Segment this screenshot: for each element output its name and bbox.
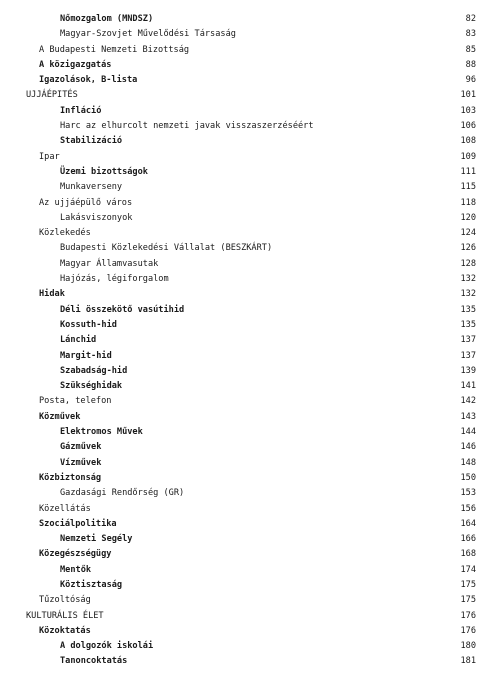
toc-entry-page-number: 135 [460, 319, 476, 330]
toc-entry-page-number: 101 [460, 90, 476, 101]
toc-entry-title: Nemzeti Segély [60, 534, 133, 545]
toc-entry-title: Lánchid [60, 335, 97, 346]
toc-entry-page-number: 175 [460, 595, 476, 606]
toc-entry [0, 58, 500, 73]
toc-entry [0, 654, 500, 669]
toc-entry-title: Szükséghidak [60, 381, 123, 392]
toc-entry-title: Nőmozgalom (MNDSZ) [60, 14, 154, 24]
toc-entry [0, 410, 500, 425]
toc-entry [0, 119, 500, 134]
toc-entry-title: A közigazgatás [39, 59, 112, 70]
toc-entry-page-number: 120 [460, 212, 476, 223]
toc-entry-page-number: 164 [460, 518, 476, 529]
toc-entry-page-number: 146 [460, 442, 476, 453]
toc-entry-title: Stabilizáció [60, 136, 123, 147]
toc-entry-page-number: 137 [460, 335, 476, 346]
toc-entry-title: Az ujjáépülő város [39, 197, 133, 208]
toc-entry-title: Budapesti Közlekedési Vállalat (BESZKÁRT) [60, 243, 273, 254]
toc-entry [0, 440, 500, 455]
toc-entry-page-number: 109 [460, 151, 476, 162]
toc-entry-page-number: 174 [460, 564, 476, 575]
toc-entry-title: Lakásviszonyok [60, 212, 133, 223]
toc-entry-title: UJJÁÉPITÉS [26, 90, 78, 101]
toc-entry-title: Déli összekötő vasútihid [60, 304, 185, 315]
toc-entry-page-number: 132 [460, 289, 476, 300]
toc-entry-title: Üzemi bizottságok [60, 166, 148, 177]
toc-entry [0, 180, 500, 195]
toc-entry [0, 226, 500, 241]
toc-entry [0, 547, 500, 562]
toc-entry [0, 272, 500, 287]
toc-entry-page-number: 82 [465, 14, 476, 24]
toc-entry [0, 578, 500, 593]
toc-entry-page-number: 85 [465, 44, 476, 55]
toc-entry-page-number: 132 [460, 274, 476, 285]
toc-entry [0, 364, 500, 379]
toc-entry-title: Elektromos Művek [60, 427, 143, 438]
toc-entry-page-number: 181 [460, 656, 476, 667]
toc-entry-title: Ipar [39, 151, 60, 162]
toc-entry-page-number: 106 [460, 121, 476, 132]
toc-entry [0, 486, 500, 501]
toc-entry-page-number: 153 [460, 488, 476, 499]
toc-entry [0, 593, 500, 608]
toc-entry-page-number: 156 [460, 503, 476, 514]
toc-entry-title: Közellátás [39, 503, 91, 514]
toc-entry-title: Munkaverseny [60, 182, 123, 193]
toc-entry-title: Hidak [39, 289, 65, 300]
toc-entry-page-number: 150 [460, 472, 476, 483]
toc-entry-title: A dolgozók iskolái [60, 641, 154, 652]
toc-entry [0, 456, 500, 471]
toc-entry-page-number: 176 [460, 610, 476, 621]
toc-entry [0, 394, 500, 409]
toc-entry-page-number: 144 [460, 427, 476, 438]
toc-entry [0, 425, 500, 440]
toc-entry-title: Mentők [60, 564, 92, 575]
toc-entry [0, 303, 500, 318]
toc-entry-title: Infláció [60, 105, 102, 116]
toc-entry-page-number: 126 [460, 243, 476, 254]
toc-entry-page-number: 118 [460, 197, 476, 208]
toc-entry-page-number: 137 [460, 350, 476, 361]
toc-entry [0, 150, 500, 165]
toc-entry-title: Magyar Államvasutak [60, 258, 159, 269]
toc-entry [0, 349, 500, 364]
toc-entry-title: Közművek [39, 411, 81, 422]
toc-entry-title: Közegészségügy [39, 549, 112, 560]
toc-entry-title: A Budapesti Nemzeti Bizottság [39, 44, 190, 55]
toc-entry [0, 379, 500, 394]
toc-entry-page-number: 166 [460, 534, 476, 545]
toc-entry-title: Köztisztaság [60, 579, 123, 590]
toc-entry [0, 88, 500, 103]
toc-entry-title: Harc az elhurcolt nemzeti javak visszaszerzéséért [60, 121, 314, 132]
toc-entry [0, 257, 500, 272]
toc-entry-title: Hajózás, légiforgalom [60, 274, 169, 285]
toc-entry-title: Kossuth-hid [60, 319, 117, 330]
toc-entry-page-number: 139 [460, 365, 476, 376]
toc-entry-page-number: 108 [460, 136, 476, 147]
toc-entry-title: Gázművek [60, 442, 102, 453]
toc-entry-title: Margit-hid [60, 350, 112, 361]
toc-entry [0, 517, 500, 532]
toc-entry-page-number: 168 [460, 549, 476, 560]
toc-entry [0, 165, 500, 180]
toc-entry-page-number: 103 [460, 105, 476, 116]
toc-entry-page-number: 176 [460, 625, 476, 636]
toc-entry-page-number: 96 [465, 75, 476, 86]
table-of-contents [0, 12, 500, 670]
toc-entry-page-number: 128 [460, 258, 476, 269]
toc-entry [0, 502, 500, 517]
toc-entry-page-number: 143 [460, 411, 476, 422]
toc-entry-title: Tanoncoktatás [60, 656, 128, 667]
toc-entry [0, 104, 500, 119]
toc-entry-page-number: 111 [460, 166, 476, 177]
toc-entry [0, 241, 500, 256]
toc-entry-title: Közlekedés [39, 228, 91, 239]
toc-entry-page-number: 142 [460, 396, 476, 407]
toc-entry-title: Közoktatás [39, 625, 91, 636]
toc-entry [0, 27, 500, 42]
toc-entry [0, 12, 500, 27]
toc-entry-title: Közbiztonság [39, 472, 102, 483]
toc-entry-page-number: 180 [460, 641, 476, 652]
toc-entry [0, 532, 500, 547]
toc-entry-title: Magyar-Szovjet Művelődési Társaság [60, 29, 236, 40]
toc-entry-title: KULTURÁLIS ÉLET [26, 610, 104, 621]
toc-entry [0, 624, 500, 639]
toc-entry [0, 563, 500, 578]
toc-entry-title: Tűzoltóság [39, 595, 91, 606]
toc-entry-page-number: 135 [460, 304, 476, 315]
toc-entry-title: Szociálpolitika [39, 518, 117, 529]
toc-entry-page-number: 148 [460, 457, 476, 468]
toc-entry [0, 211, 500, 226]
toc-entry-title: Igazolások, B-lista [39, 75, 138, 86]
toc-entry [0, 196, 500, 211]
toc-entry-page-number: 124 [460, 228, 476, 239]
toc-entry-title: Szabadság-hid [60, 365, 128, 376]
toc-entry [0, 609, 500, 624]
toc-entry [0, 471, 500, 486]
toc-entry-page-number: 115 [460, 182, 476, 193]
toc-entry-page-number: 83 [465, 29, 476, 40]
toc-entry [0, 134, 500, 149]
toc-entry [0, 43, 500, 58]
toc-entry [0, 73, 500, 88]
toc-entry-page-number: 175 [460, 579, 476, 590]
toc-entry [0, 318, 500, 333]
toc-entry [0, 333, 500, 348]
toc-entry-title: Vízművek [60, 457, 102, 468]
toc-entry-title: Gazdasági Rendőrség (GR) [60, 488, 185, 499]
toc-entry-title: Posta, telefon [39, 396, 112, 407]
toc-entry [0, 287, 500, 302]
toc-entry-page-number: 88 [465, 59, 476, 70]
toc-entry [0, 639, 500, 654]
toc-entry-page-number: 141 [460, 381, 476, 392]
